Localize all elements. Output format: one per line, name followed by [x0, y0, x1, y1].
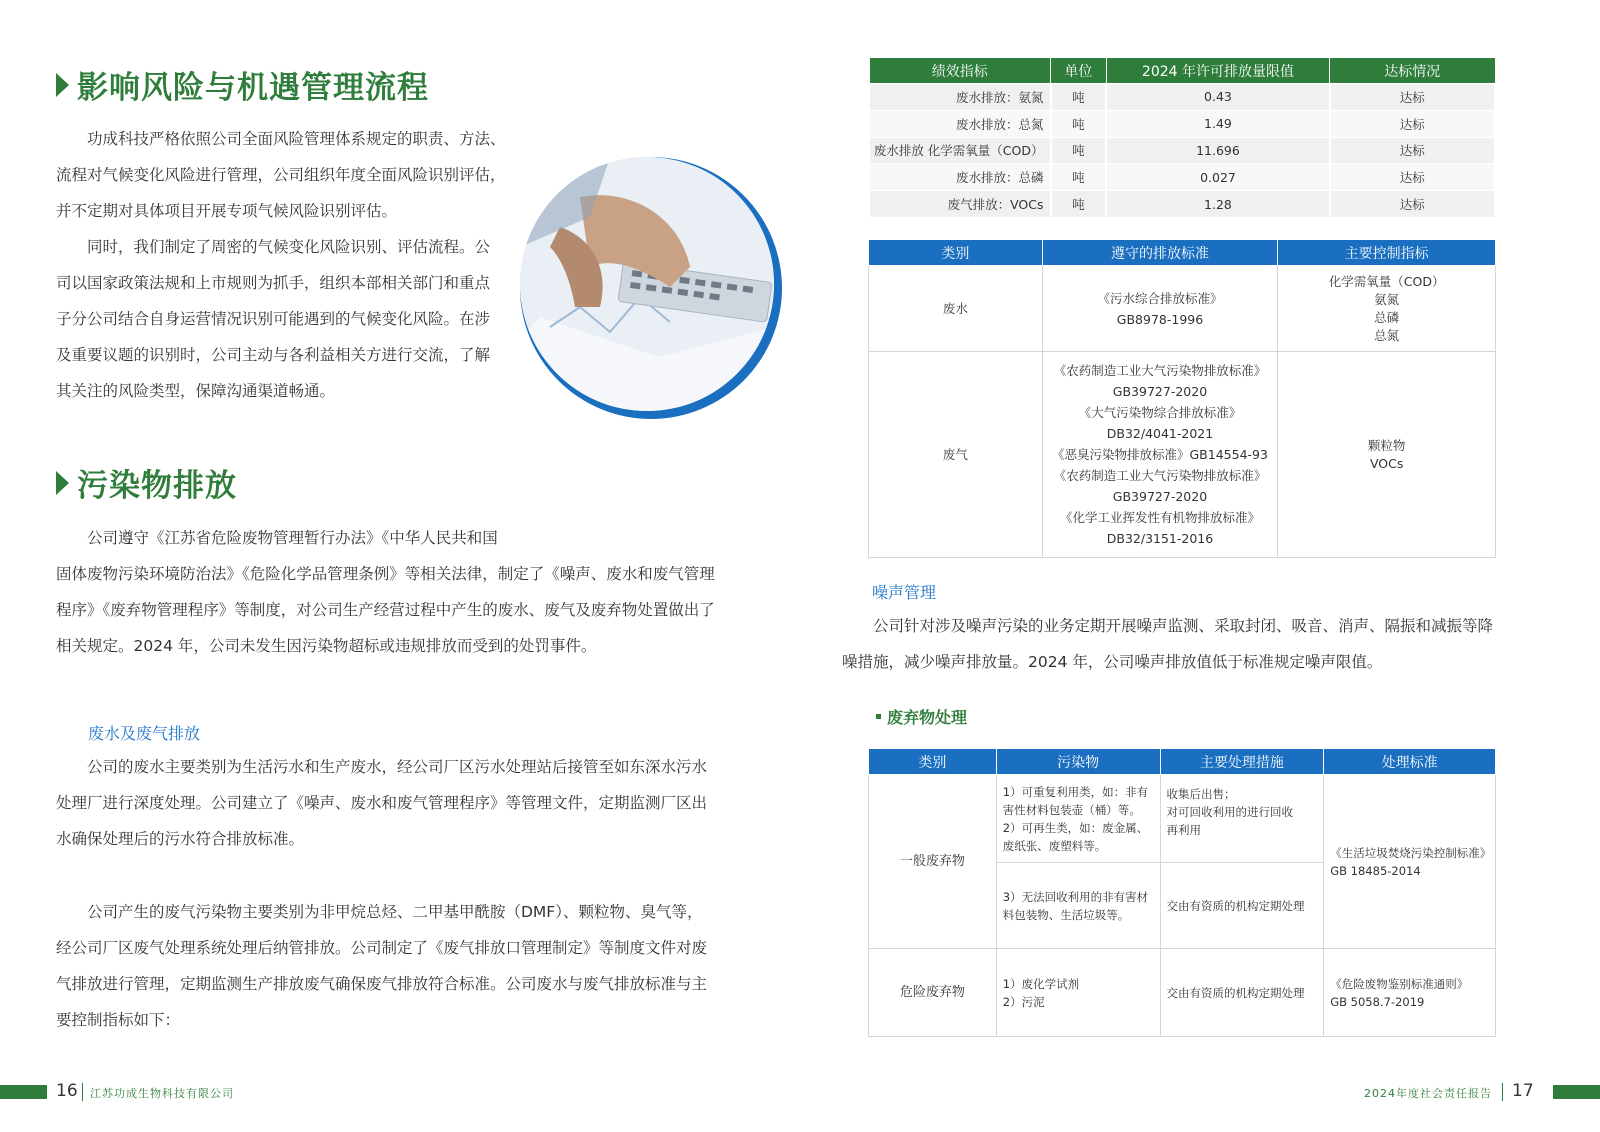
table-header: 绩效指标 [869, 58, 1051, 84]
table-header: 2024 年许可排放量限值 [1106, 58, 1329, 84]
section-title-risk [56, 62, 429, 107]
table-header: 处理标准 [1324, 749, 1496, 775]
emission-performance-table [868, 57, 1496, 218]
photo-illustration [520, 157, 774, 411]
cell-line: 2）可再生类，如：废金属、 [1002, 820, 1149, 835]
table-cell: 吨 [1051, 137, 1107, 164]
paragraph-line: 及重要议题的识别时，公司主动与各利益相关方进行交流，了解 [56, 346, 491, 364]
cell-line: 对可回收利用的进行回收 [1166, 805, 1293, 819]
cell-line: GB 5058.7-2019 [1330, 994, 1425, 1009]
exhaust-paragraph [56, 894, 746, 1038]
table-header: 单位 [1051, 58, 1107, 84]
indicator-line: 总氮 [1374, 327, 1400, 343]
standard-line: 《农药制造工业大气污染物排放标准》 [1053, 363, 1267, 378]
triangle-bullet-icon [56, 73, 69, 97]
table-cell [996, 863, 1160, 949]
standard-line: DB32/4041-2021 [1106, 426, 1214, 441]
table-cell: 吨 [1051, 84, 1107, 111]
pollution-paragraph [56, 520, 746, 664]
photo-content [520, 157, 774, 411]
table-cell: 11.696 [1106, 137, 1329, 164]
table-cell: 达标 [1330, 137, 1495, 164]
table-cell [1278, 352, 1496, 558]
indicator-line: 化学需氧量（COD） [1328, 273, 1445, 289]
standard-line: 《恶臭污染物排放标准》GB14554-93 [1052, 447, 1268, 462]
wastewater-paragraph [56, 749, 746, 857]
table-cell: 吨 [1051, 164, 1107, 191]
waste-heading [876, 705, 967, 728]
table-cell: 废气 [869, 352, 1043, 558]
footer-bar [1553, 1085, 1600, 1099]
calculator-photo [520, 157, 782, 419]
table-cell: 一般废弃物 [869, 775, 997, 949]
table-header: 达标情况 [1330, 58, 1495, 84]
table-header: 类别 [869, 749, 997, 775]
paragraph-line: 流程对气候变化风险进行管理，公司组织年度全面风险识别评估， [56, 166, 506, 184]
table-row [869, 266, 1496, 352]
footer-bar [0, 1085, 47, 1099]
triangle-bullet-icon [56, 471, 69, 495]
section-title-pollution [56, 460, 237, 505]
cell-line: 2）污泥 [1002, 994, 1045, 1009]
standard-line: 《大气污染物综合排放标准》 [1078, 405, 1242, 420]
paragraph-line: 程序》《废弃物管理程序》等制度，对公司生产经营过程中产生的废水、废气及废弃物处置做出了 [56, 601, 715, 619]
table-cell: 达标 [1330, 164, 1495, 191]
risk-paragraph [56, 121, 516, 409]
footer-divider [1502, 1083, 1503, 1101]
cell-line: GB 18485-2014 [1330, 863, 1421, 878]
paragraph-line: 相关规定。2024 年，公司未发生因污染物超标或违规排放而受到的处罚事件。 [56, 637, 597, 655]
table-cell: 达标 [1330, 110, 1495, 137]
standard-line: DB32/3151-2016 [1106, 531, 1214, 546]
page-number: 16 [56, 1081, 78, 1101]
footer-company: 江苏功成生物科技有限公司 [90, 1087, 234, 1100]
square-bullet-icon [876, 714, 881, 719]
table-header: 遵守的排放标准 [1042, 240, 1278, 266]
paragraph-line: 同时，我们制定了周密的气候变化风险识别、评估流程。公 [87, 238, 491, 256]
cell-line: 3）无法回收利用的非有害材 [1002, 889, 1149, 904]
cell-line: 收集后出售； [1166, 787, 1236, 801]
standard-line: 《农药制造工业大气污染物排放标准》 [1053, 468, 1267, 483]
table-cell: 交由有资质的机构定期处理 [1160, 949, 1324, 1037]
paragraph-line: 公司针对涉及噪声污染的业务定期开展噪声监测、采取封闭、吸音、消声、隔振和减振等降 [873, 617, 1494, 635]
table-row [869, 191, 1495, 218]
table-header-row [869, 58, 1495, 84]
paragraph-line: 公司的废水主要类别为生活污水和生产废水，经公司厂区污水处理站后接管至如东深水污水 [87, 758, 708, 776]
table-cell [1042, 266, 1278, 352]
table-cell: 吨 [1051, 110, 1107, 137]
table-header: 主要处理措施 [1160, 749, 1324, 775]
noise-paragraph [842, 608, 1532, 680]
right-page [800, 0, 1600, 1132]
table-cell: 0.027 [1106, 164, 1329, 191]
table-header: 污染物 [996, 749, 1160, 775]
table-cell: 废水排放 化学需氧量（COD） [869, 137, 1051, 164]
emission-standards-table [868, 239, 1496, 558]
paragraph-line: 功成科技严格依照公司全面风险管理体系规定的职责、方法、 [87, 130, 506, 148]
table-cell: 1.49 [1106, 110, 1329, 137]
cell-line: 《生活垃圾焚烧污染控制标准》 [1330, 845, 1492, 860]
waste-heading-text: 废弃物处理 [887, 708, 968, 727]
indicator-line: VOCs [1369, 455, 1404, 471]
cell-line: 1）可重复利用类，如：非有 [1002, 784, 1149, 799]
table-header-row [869, 240, 1496, 266]
standard-line: GB39727-2020 [1112, 384, 1208, 399]
cell-line: 再利用 [1166, 823, 1201, 837]
subheading-wastewater: 废水及废气排放 [88, 724, 201, 743]
paragraph-line: 气排放进行管理，定期监测生产排放废气确保废气排放符合标准。公司废水与废气排放标准与主 [56, 975, 708, 993]
table-cell: 0.43 [1106, 84, 1329, 111]
indicator-line: 总磷 [1374, 309, 1400, 325]
cell-line: 《危险废物鉴别标准通则》 [1330, 976, 1469, 991]
indicator-line: 颗粒物 [1367, 437, 1406, 453]
table-cell: 废水排放：总磷 [869, 164, 1051, 191]
paragraph-line: 公司产生的废气污染物主要类别为非甲烷总烃、二甲基甲酰胺（DMF）、颗粒物、臭气等， [87, 903, 703, 921]
paragraph-line: 固体废物污染环境防治法》《危险化学品管理条例》等相关法律，制定了《噪声、废水和废气管理 [56, 565, 715, 583]
standard-line: 《化学工业挥发性有机物排放标准》 [1059, 510, 1260, 525]
table-row [869, 84, 1495, 111]
table-cell: 危险废弃物 [869, 949, 997, 1037]
table-cell [996, 949, 1160, 1037]
page-number: 17 [1512, 1081, 1534, 1101]
table-cell [1324, 949, 1496, 1037]
table-cell: 达标 [1330, 191, 1495, 218]
table-row [869, 949, 1496, 1037]
indicator-line: 氨氮 [1374, 291, 1400, 307]
table-header: 类别 [869, 240, 1043, 266]
waste-treatment-table [868, 748, 1496, 1037]
table-cell: 废水排放：总氮 [869, 110, 1051, 137]
paragraph-line: 公司遵守《江苏省危险废物管理暂行办法》《中华人民共和国 [87, 529, 498, 547]
paragraph-line: 经公司厂区废气处理系统处理后纳管排放。公司制定了《废气排放口管理制定》等制度文件对废 [56, 939, 708, 957]
paragraph-line: 水确保处理后的污水符合排放标准。 [56, 830, 305, 848]
table-cell [996, 775, 1160, 863]
paragraph-line: 处理厂进行深度处理。公司建立了《噪声、废水和废气管理程序》等管理文件，定期监测厂区出 [56, 794, 708, 812]
table-row [869, 164, 1495, 191]
table-row [869, 775, 1496, 863]
paragraph-line: 其关注的风险类型，保障沟通渠道畅通。 [56, 382, 336, 400]
table-header-row [869, 749, 1496, 775]
table-cell: 废气排放：VOCs [869, 191, 1051, 218]
cell-line: 1）废化学试剂 [1002, 976, 1080, 991]
paragraph-line: 噪措施，减少噪声排放量。2024 年，公司噪声排放值低于标准规定噪声限值。 [842, 653, 1383, 671]
standard-line: 《污水综合排放标准》 [1097, 290, 1223, 306]
table-cell: 交由有资质的机构定期处理 [1160, 863, 1324, 949]
table-cell: 1.28 [1106, 191, 1329, 218]
table-cell [1160, 775, 1324, 863]
cell-line: 料包装物、生活垃圾等。 [1002, 907, 1130, 922]
standard-line: GB39727-2020 [1112, 489, 1208, 504]
standard-line: GB8978-1996 [1116, 311, 1204, 327]
table-cell [1278, 266, 1496, 352]
table-cell: 废水排放：氨氮 [869, 84, 1051, 111]
table-cell: 吨 [1051, 191, 1107, 218]
table-row [869, 110, 1495, 137]
section-title-text: 影响风险与机遇管理流程 [77, 70, 429, 106]
footer-report-title: 2024年度社会责任报告 [1364, 1087, 1492, 1100]
paragraph-line: 并不定期对具体项目开展专项气候风险识别评估。 [56, 202, 398, 220]
table-cell: 废水 [869, 266, 1043, 352]
table-cell: 达标 [1330, 84, 1495, 111]
table-header: 主要控制指标 [1278, 240, 1496, 266]
footer-divider [82, 1083, 83, 1101]
table-row [869, 352, 1496, 558]
paragraph-line: 要控制指标如下： [56, 1011, 181, 1029]
section-title-text: 污染物排放 [77, 468, 237, 504]
paragraph-line: 子分公司结合自身运营情况识别可能遇到的气候变化风险。在涉 [56, 310, 491, 328]
paragraph-line: 司以国家政策法规和上市规则为抓手，组织本部相关部门和重点 [56, 274, 491, 292]
table-row [869, 137, 1495, 164]
table-cell [1042, 352, 1278, 558]
subheading-noise: 噪声管理 [872, 583, 937, 602]
table-cell [1324, 775, 1496, 949]
cell-line: 废纸张、废塑料等。 [1002, 838, 1107, 853]
cell-line: 害性材料包装壶（桶）等。 [1002, 802, 1141, 817]
